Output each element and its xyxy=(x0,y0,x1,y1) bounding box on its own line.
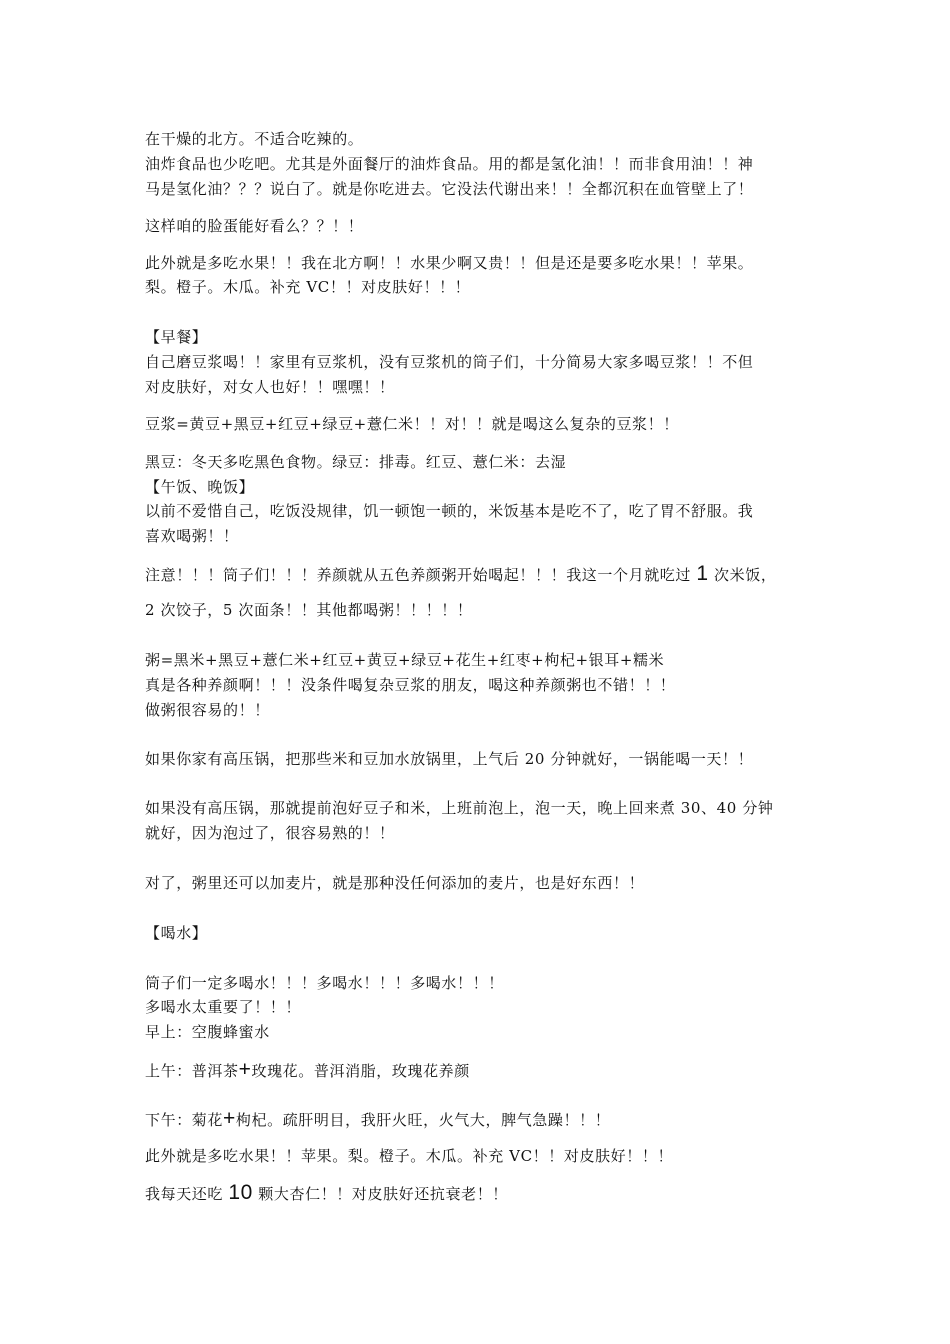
text-line: 对了，粥里还可以加麦片，就是那种没任何添加的麦片，也是好东西！！ xyxy=(145,874,645,892)
text-line: 如果你家有高压锅，把那些米和豆加水放锅里，上气后 20 分钟就好，一锅能喝一天！！ xyxy=(145,750,754,768)
text-line: 自己磨豆浆喝！！家里有豆浆机，没有豆浆机的筒子们，十分简易大家多喝豆浆！！不但 xyxy=(145,353,754,371)
text-segment: 我每天还吃 xyxy=(145,1185,229,1203)
text-segment: 枸杞。疏肝明目，我肝火旺，火气大，脾气急躁！！！ xyxy=(235,1111,611,1129)
text-line xyxy=(145,1183,508,1204)
section-heading-lunch-dinner: 【午饭、晚饭】 xyxy=(145,478,255,496)
plus-sign: + xyxy=(223,1107,236,1130)
text-line xyxy=(145,1109,610,1130)
text-line: 这样咱的脸蛋能好看么？？！！ xyxy=(145,217,364,235)
text-line: 以前不爱惜自己，吃饭没规律，饥一顿饱一顿的，米饭基本是吃不了，吃了胃不舒服。我 xyxy=(145,502,754,520)
text-line xyxy=(145,1060,470,1081)
section-heading-water: 【喝水】 xyxy=(145,924,208,942)
text-line: 粥=黑米+黑豆+薏仁米+红豆+黄豆+绿豆+花生+红枣+枸杞+银耳+糯米 xyxy=(145,651,665,669)
text-line: 梨。橙子。木瓜。补充 VC！！对皮肤好！！！ xyxy=(145,278,471,296)
text-line: 早上：空腹蜂蜜水 xyxy=(145,1023,270,1041)
plus-sign: + xyxy=(238,1058,252,1081)
text-line: 此外就是多吃水果！！我在北方啊！！水果少啊又贵！！但是还是要多吃水果！！苹果。 xyxy=(145,254,754,272)
text-line: 筒子们一定多喝水！！！多喝水！！！多喝水！！！ xyxy=(145,974,504,992)
text-line: 如果没有高压锅，那就提前泡好豆子和米，上班前泡上，泡一天，晚上回来煮 30、40 分钟 xyxy=(145,799,774,817)
text-line: 在干燥的北方。不适合吃辣的。 xyxy=(145,130,364,148)
text-segment: 注意！！！筒子们！！！养颜就从五色养颜粥开始喝起！！！我这一个月就吃过 xyxy=(145,566,697,584)
text-line: 2 次饺子，5 次面条！！其他都喝粥！！！！！ xyxy=(145,601,473,619)
text-line: 多喝水太重要了！！！ xyxy=(145,998,302,1016)
text-line: 马是氢化油？？？说白了。就是你吃进去。它没法代谢出来！！全都沉积在血管壁上了！ xyxy=(145,180,754,198)
text-line xyxy=(145,564,776,585)
text-line: 做粥很容易的！！ xyxy=(145,701,270,719)
text-segment: 上午：普洱茶 xyxy=(145,1062,239,1080)
text-line: 豆浆=黄豆+黑豆+红豆+绿豆+薏仁米！！对！！就是喝这么复杂的豆浆！！ xyxy=(145,415,679,433)
large-number: 1 xyxy=(696,562,709,585)
text-segment: 次米饭， xyxy=(708,566,777,584)
text-line: 喜欢喝粥！！ xyxy=(145,527,239,545)
large-number: 10 xyxy=(228,1181,253,1204)
text-line: 黑豆：冬天多吃黑色食物。绿豆：排毒。红豆、薏仁米：去湿 xyxy=(145,453,567,471)
text-segment: 下午：菊花 xyxy=(145,1111,224,1129)
text-segment: 玫瑰花。普洱消脂，玫瑰花养颜 xyxy=(251,1062,470,1080)
text-line: 对皮肤好，对女人也好！！嘿嘿！！ xyxy=(145,378,395,396)
section-heading-breakfast: 【早餐】 xyxy=(145,328,208,346)
text-line: 就好，因为泡过了，很容易熟的！！ xyxy=(145,824,395,842)
text-line: 油炸食品也少吃吧。尤其是外面餐厅的油炸食品。用的都是氢化油！！而非食用油！！神 xyxy=(145,155,754,173)
text-line: 此外就是多吃水果！！苹果。梨。橙子。木瓜。补充 VC！！对皮肤好！！！ xyxy=(145,1147,674,1165)
text-line: 真是各种养颜啊！！！没条件喝复杂豆浆的朋友，喝这种养颜粥也不错！！！ xyxy=(145,676,676,694)
text-segment: 颗大杏仁！！对皮肤好还抗衰老！！ xyxy=(252,1185,508,1203)
